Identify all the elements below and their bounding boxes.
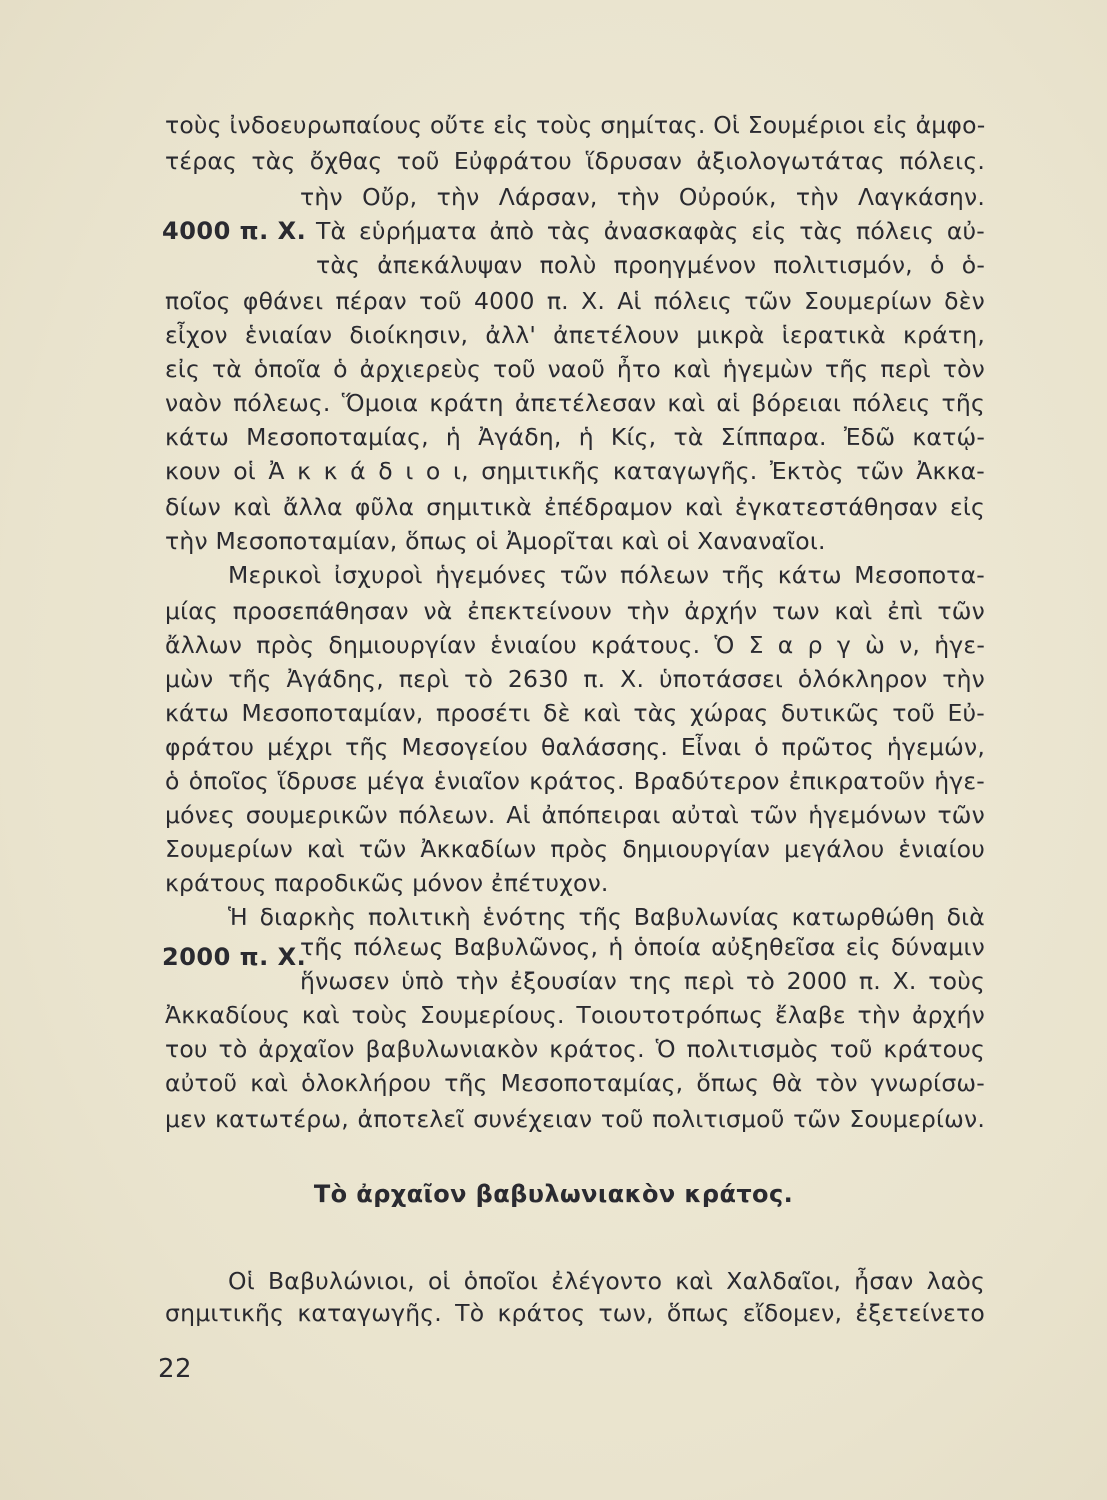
- text-line: δίων καὶ ἄλλα φῦλα σημιτικὰ ἐπέδραμον καὶ ἐγκατεστάθησαν εἰς: [165, 493, 985, 521]
- text-line: μίας προσεπάθησαν νὰ ἐπεκτείνουν τὴν ἀρχήν των καὶ ἐπὶ τῶν: [165, 597, 985, 625]
- text-line: μὼν τῆς Ἀγάδης, περὶ τὸ 2630 π. Χ. ὑποτάσσει ὁλόκληρον τὴν: [165, 665, 985, 693]
- text-line: Σουμερίων καὶ τῶν Ἀκκαδίων πρὸς δημιουργίαν μεγάλου ἑνιαίου: [165, 835, 985, 863]
- text-line: τοὺς ἰνδοευρωπαίους οὔτε εἰς τοὺς σημίτας. Οἱ Σουμέριοι εἰς ἀμφο-: [165, 111, 986, 139]
- text-line: κάτω Μεσοποταμίαν, προσέτι δὲ καὶ τὰς χώρας δυτικῶς τοῦ Εὐ-: [165, 699, 985, 727]
- page-number: 22: [158, 1354, 193, 1384]
- text-line: τὰς ἀπεκάλυψαν πολὺ προηγμένον πολιτισμόν, ὁ ὁ-: [316, 251, 985, 279]
- text-line: ὁ ὁποῖος ἵδρυσε μέγα ἑνιαῖον κράτος. Βραδύτερον ἐπικρατοῦν ἡγε-: [165, 767, 985, 795]
- text-line: κάτω Μεσοποταμίας, ἡ Ἀγάδη, ἡ Κίς, τὰ Σίππαρα. Ἐδῶ κατῴ-: [165, 423, 985, 451]
- text-line: τὴν Μεσοποταμίαν, ὅπως οἱ Ἀμορῖται καὶ οἱ Χαναναῖοι.: [165, 527, 826, 555]
- section-heading: Τὸ ἀρχαῖον βαβυλωνιακὸν κράτος.: [313, 1180, 794, 1208]
- text-line: ναὸν πόλεως. Ὅμοια κράτη ἀπετέλεσαν καὶ αἱ βόρειαι πόλεις τῆς: [165, 389, 985, 417]
- text-line: εἰς τὰ ὁποῖα ὁ ἀρχιερεὺς τοῦ ναοῦ ἦτο καὶ ἡγεμὼν τῆς περὶ τὸν: [165, 355, 985, 383]
- text-line: τῆς πόλεως Βαβυλῶνος, ἡ ὁποία αὐξηθεῖσα εἰς δύναμιν: [300, 933, 985, 961]
- text-line: ἥνωσεν ὑπὸ τὴν ἐξουσίαν της περὶ τὸ 2000 π. Χ. τοὺς: [300, 967, 985, 995]
- text-line: σημιτικῆς καταγωγῆς. Τὸ κράτος των, ὅπως εἴδομεν, ἐξετείνετο: [165, 1299, 985, 1327]
- text-line: ἄλλων πρὸς δημιουργίαν ἑνιαίου κράτους. Ὁ Σ α ρ γ ὼ ν, ἡγε-: [165, 631, 985, 659]
- text-line: τέρας τὰς ὄχθας τοῦ Εὐφράτου ἵδρυσαν ἀξιολογωτάτας πόλεις.: [165, 147, 985, 175]
- text-line: Ἡ διαρκὴς πολιτικὴ ἑνότης τῆς Βαβυλωνίας κατωρθώθη διὰ: [228, 903, 985, 931]
- text-line: εἶχον ἑνιαίαν διοίκησιν, ἀλλ' ἀπετέλουν μικρὰ ἱερατικὰ κράτη,: [165, 321, 985, 349]
- margin-date-2000: 2000 π. Χ.: [162, 943, 307, 971]
- text-line: μόνες σουμερικῶν πόλεων. Αἱ ἀπόπειραι αὐταὶ τῶν ἡγεμόνων τῶν: [165, 801, 985, 829]
- text-line: του τὸ ἀρχαῖον βαβυλωνιακὸν κράτος. Ὁ πολιτισμὸς τοῦ κράτους: [165, 1035, 985, 1063]
- text-line: τὴν Οὔρ, τὴν Λάρσαν, τὴν Οὐρούκ, τὴν Λαγκάσην.: [300, 183, 985, 211]
- text-line: Μερικοὶ ἰσχυροὶ ἡγεμόνες τῶν πόλεων τῆς κάτω Μεσοποτα-: [228, 561, 985, 589]
- text-line: Οἱ Βαβυλώνιοι, οἱ ὁποῖοι ἐλέγοντο καὶ Χαλδαῖοι, ἦσαν λαὸς: [228, 1267, 985, 1295]
- text-line: Ἀκκαδίους καὶ τοὺς Σουμερίους. Τοιουτοτρόπως ἔλαβε τὴν ἀρχήν: [165, 1001, 985, 1029]
- text-line: ποῖος φθάνει πέραν τοῦ 4000 π. Χ. Αἱ πόλεις τῶν Σουμερίων δὲν: [165, 287, 985, 315]
- text-line: Τὰ εὑρήματα ἀπὸ τὰς ἀνασκαφὰς εἰς τὰς πόλεις αὐ-: [316, 217, 985, 245]
- text-line: μεν κατωτέρω, ἀποτελεῖ συνέχειαν τοῦ πολιτισμοῦ τῶν Σουμερίων.: [165, 1105, 985, 1133]
- text-line: φράτου μέχρι τῆς Μεσογείου θαλάσσης. Εἶναι ὁ πρῶτος ἡγεμών,: [165, 733, 985, 761]
- text-line: κουν οἱ Ἀ κ κ ά δ ι ο ι, σημιτικῆς καταγωγῆς. Ἐκτὸς τῶν Ἀκκα-: [165, 457, 985, 485]
- text-line: αὐτοῦ καὶ ὁλοκλήρου τῆς Μεσοποταμίας, ὅπως θὰ τὸν γνωρίσω-: [165, 1069, 985, 1097]
- margin-date-4000: 4000 π. Χ.: [162, 217, 307, 245]
- text-line: κράτους παροδικῶς μόνον ἐπέτυχον.: [165, 869, 609, 897]
